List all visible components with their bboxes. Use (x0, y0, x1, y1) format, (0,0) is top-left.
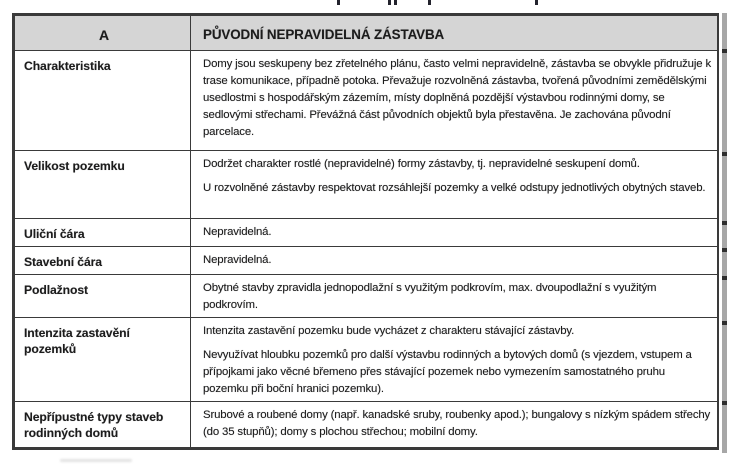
paragraph: Srubové a roubené domy (např. kanadské sruby, roubenky apod.); bungalovy s nízkým spádem střechy (do 35 stupňů); domy s plochou střechou; mobilní domy. (203, 409, 711, 438)
row-value (191, 151, 718, 219)
cropped-text-fragment (388, 0, 391, 5)
row-label: Uliční čára (15, 219, 191, 247)
edge-tick (722, 401, 727, 405)
table-row-stavebni-cara (15, 247, 718, 275)
row-value (191, 51, 718, 151)
paragraph: Nepravidelná. (203, 226, 272, 238)
page-edge-artifact (722, 13, 727, 453)
table-row-podlaznost (15, 275, 718, 318)
row-label: Charakteristika (15, 51, 191, 151)
table-row-ulicni-cara (15, 219, 718, 247)
row-label: Podlažnost (15, 275, 191, 318)
row-value (191, 247, 718, 275)
cropped-text-fragment (535, 0, 538, 5)
row-label: Intenzita zastavění pozemků (15, 318, 191, 402)
paragraph: U rozvolněné zástavby respektovat rozsáhlejší pozemky a velké odstupy jednotlivých obytných staveb. (203, 182, 706, 194)
edge-tick (722, 49, 727, 53)
row-value (191, 318, 718, 402)
paragraph: Intenzita zastavění pozemku bude vycházet z charakteru stávající zástavby. (203, 325, 575, 337)
row-value (191, 219, 718, 247)
row-value (191, 275, 718, 318)
table-header-row (15, 16, 718, 51)
header-cell-a: A (15, 16, 191, 51)
row-label: Stavební čára (15, 247, 191, 275)
header-cell-title: PŮVODNÍ NEPRAVIDELNÁ ZÁSTAVBA (191, 16, 718, 51)
cropped-text-fragment (337, 0, 340, 5)
cropped-text-fragment (394, 0, 397, 5)
edge-tick (722, 221, 727, 225)
paragraph: Dodržet charakter rostlé (nepravidelné) formy zástavby, tj. nepravidelné seskupení domů. (203, 158, 640, 170)
document-table (12, 13, 719, 450)
scan-smudge (60, 459, 132, 462)
row-label: Nepřípustné typy staveb rodinných domů (15, 402, 191, 448)
table-row-nepripustne-typy (15, 402, 718, 448)
edge-tick (722, 152, 727, 156)
row-value (191, 402, 718, 448)
paragraph: Domy jsou seskupeny bez zřetelného plánu, často velmi nepravidelně, zástavba se obvykle přidružuje k trase komunikace, případně potoka. Převažuje rozvolněná zástavba, tvořená původními zemědělskými usedlostmi s hospodářským zázemím, místy doplněná pozdější výstavbou rodinnými domy, se sedlovými střechami. Převážná část původních objektů byla přestavěna. Je zachována původní parcelace. (203, 58, 711, 138)
edge-tick (722, 248, 727, 252)
table-row-charakteristika (15, 51, 718, 151)
edge-tick (722, 321, 727, 325)
edge-tick (722, 276, 727, 280)
paragraph: Nepravidelná. (203, 254, 272, 266)
cropped-text-fragment (428, 0, 431, 5)
paragraph: Obytné stavby zpravidla jednopodlažní s využitým podkrovím, max. dvoupodlažní s využitým podkrovím. (203, 282, 657, 311)
paragraph: Nevyužívat hloubku pozemků pro další výstavbu rodinných a bytových domů (s vjezdem, vstupem a přípojkami jako věcné břemeno přes stávající pozemek nebo vymezením samostatného pruhu pozemku při boční hranici pozemku). (203, 349, 692, 395)
table-row-intenzita-zastaveni (15, 318, 718, 402)
row-label: Velikost pozemku (15, 151, 191, 219)
table-row-velikost-pozemku (15, 151, 718, 219)
